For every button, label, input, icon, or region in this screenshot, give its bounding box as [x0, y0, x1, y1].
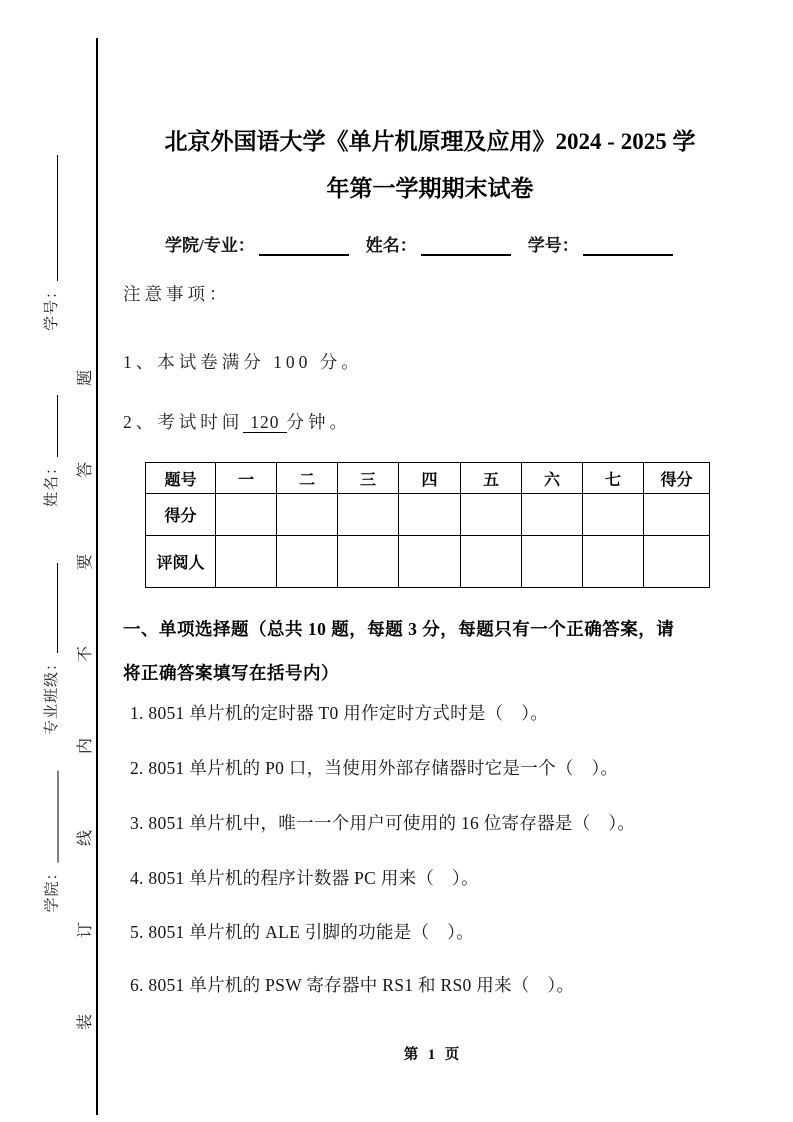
score-cell: [399, 494, 461, 536]
college-major-blank: [259, 236, 349, 256]
score-cell: [277, 494, 338, 536]
question-item: 3. 8051 单片机中，唯一一个用户可使用的 16 位寄存器是（ ）。: [130, 813, 636, 833]
page-number: 第 1 页: [403, 1047, 463, 1063]
student-id-blank: [583, 236, 673, 256]
margin-student-id-label: 学号：: [43, 282, 60, 331]
section-1-heading-line2: 将正确答案填写在括号内）: [123, 663, 339, 683]
notice-item-2-suffix: 分钟。: [286, 412, 351, 432]
score-row: [146, 494, 710, 536]
score-table-header-cell: 得分: [644, 463, 710, 494]
score-cell: [522, 494, 583, 536]
grader-cell: [399, 536, 461, 588]
name-blank: [421, 236, 511, 256]
margin-student-id-blank: [43, 155, 58, 281]
score-table-header-cell: 六: [522, 463, 583, 494]
score-cell: [583, 494, 644, 536]
grader-cell: [338, 536, 399, 588]
margin-field-class: [39, 555, 61, 735]
question-item: 6. 8051 单片机的 PSW 寄存器中 RS1 和 RS0 用来（ ）。: [130, 975, 575, 995]
page-title: [100, 118, 760, 212]
question-item: 5. 8051 单片机的 ALE 引脚的功能是（ ）。: [130, 922, 474, 942]
section-1-heading: [123, 607, 753, 695]
margin-class-blank: [43, 563, 58, 653]
grader-cell: [522, 536, 583, 588]
grader-cell: [216, 536, 277, 588]
notice-item-1: 1、本试卷满分 100 分。: [123, 352, 363, 372]
notice-item-2-prefix: 2、考试时间: [123, 412, 244, 432]
grader-cell: [461, 536, 522, 588]
margin-field-student-id: [39, 131, 61, 331]
score-table-header-cell: 五: [461, 463, 522, 494]
notices-heading: 注意事项：: [123, 284, 231, 304]
score-table-header-cell: 题号: [146, 463, 216, 494]
score-cell: [338, 494, 399, 536]
grader-cell: [277, 536, 338, 588]
page-title-line2: 年第一学期期末试卷: [326, 176, 534, 201]
score-table-header-cell: 三: [338, 463, 399, 494]
margin-field-name: [39, 377, 61, 507]
exam-duration-value: 120: [243, 412, 286, 433]
score-cell: [644, 494, 710, 536]
margin-college-label: 学院：: [44, 864, 60, 913]
binding-seal-text: 装订线内不要答题: [77, 293, 94, 1030]
score-table-header-cell: 四: [399, 463, 461, 494]
student-id-field: [528, 231, 673, 256]
name-label: 姓名：: [365, 236, 417, 255]
college-major-label: 学院/专业：: [165, 236, 255, 255]
score-cell: [216, 494, 277, 536]
grader-cell: [644, 536, 710, 588]
score-table-header-cell: 一: [216, 463, 277, 494]
question-item: 2. 8051 单片机的 P0 口，当使用外部存储器时它是一个（ ）。: [130, 758, 619, 778]
score-cell: [461, 494, 522, 536]
student-info-row: [165, 231, 690, 256]
margin-name-blank: [43, 395, 58, 457]
notice-item-2: [123, 409, 351, 434]
margin-class-label: 专业班级：: [43, 654, 60, 735]
college-major-field: [165, 231, 349, 256]
score-row-label: 得分: [146, 494, 216, 536]
score-table-header-cell: 二: [277, 463, 338, 494]
score-table: [145, 462, 710, 588]
question-item: 1. 8051 单片机的定时器 T0 用作定时方式时是（ ）。: [130, 703, 549, 723]
margin-college-blank: [43, 770, 58, 862]
score-table-header-row: [146, 463, 710, 494]
page-title-line1: 北京外国语大学《单片机原理及应用》2024 - 2025 学: [164, 129, 696, 154]
grader-row-label: 评阅人: [146, 536, 216, 588]
section-1-heading-line1: 一、单项选择题（总共 10 题，每题 3 分，每题只有一个正确答案，请: [123, 619, 675, 639]
student-id-label: 学号：: [527, 236, 579, 255]
name-field: [366, 231, 511, 256]
margin-name-label: 姓名：: [43, 458, 60, 507]
score-table-header-cell: 七: [583, 463, 644, 494]
grader-cell: [583, 536, 644, 588]
binding-seal-rule: [96, 38, 98, 1115]
margin-field-college: [40, 756, 62, 913]
question-item: 4. 8051 单片机的程序计数器 PC 用来（ ）。: [130, 868, 479, 888]
grader-row: [146, 536, 710, 588]
